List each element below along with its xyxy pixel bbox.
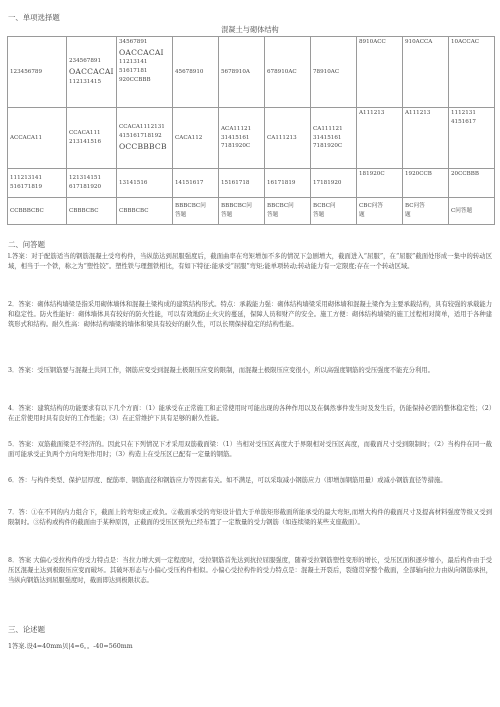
table-cell: 123456789	[8, 37, 67, 108]
answer-paragraph: 8．答案 大偏心受拉构件的受力特点是：当拉力增大到一定程度时，受拉钢筋首先达到抗拉屈服强度，随着受拉钢筋塑性变形的增长，受压区面积逐步缩小，最后构件由于受压区混凝土达到极限压应变而破坏。其破坏形态与小偏心受压构件相似。小偏心受拉构件的受力特点是：混凝土开裂后，裂缝贯穿整个截面，全部轴向拉力由纵向钢筋承担，当纵向钢筋达到屈服强度时，截面即达到极限状态。	[8, 557, 492, 585]
table-cell: CA111121 31415161 7181920C	[311, 108, 357, 169]
answer-paragraph: 4．答案：建筑结构的功能要求有以下几个方面：（1）能承受在正常施工和正常使用时可能出现的各种作用以及在偶然事件发生时及发生后，仍能保持必需的整体稳定性；（2）在正常使用时具有良好的工作性能；（3）在正常维护下具有足够的耐久性能。	[8, 405, 492, 423]
table-cell: CCACA111 213141516	[67, 108, 117, 169]
table-row	[8, 198, 495, 225]
table-cell: CACA112	[173, 108, 219, 169]
table-cell: CBBBCBC	[117, 198, 173, 225]
table-cell: 111213141 516171819	[8, 169, 67, 198]
answer-paragraph: 3．答案：受压钢筋要与混凝土共同工作，钢筋应变受到混凝土极限压应变的限制，而混凝土极限压应变很小，所以高强度钢筋的受压强度不能充分利用。	[8, 367, 434, 374]
table-cell: A111213	[403, 108, 449, 169]
table-title: 混凝土与砌体结构	[221, 25, 279, 34]
table-cell: 13141516	[117, 169, 173, 198]
table-cell: 910ACCA	[403, 37, 449, 108]
table-cell: C问答题	[449, 198, 495, 225]
table-cell: 15161718	[219, 169, 265, 198]
answer-paragraph: 6．答：与构件类型、保护层厚度、配筋率、钢筋直径和钢筋应力等因素有关。如不满足，可以采取减小钢筋应力（即增加钢筋用量）或减小钢筋直径等措施。	[8, 477, 447, 484]
table-cell: 678910AC	[265, 37, 311, 108]
table-cell: 1112131 4151617	[449, 108, 495, 169]
table-row	[8, 169, 495, 198]
table-cell: 16171819	[265, 169, 311, 198]
section-heading-single-choice: 一、单项选择题	[8, 13, 60, 22]
table-cell: 14151617	[173, 169, 219, 198]
table-cell: CBBBCBC	[67, 198, 117, 225]
table-cell: 234567891 OACCACAI 112131415	[67, 37, 117, 108]
table-cell: 20CCBBB	[449, 169, 495, 198]
table-cell: 17181920	[311, 169, 357, 198]
table-row	[8, 37, 495, 108]
table-cell: A111213	[357, 108, 403, 169]
table-cell: CA111213	[265, 108, 311, 169]
table-cell: 45678910	[173, 37, 219, 108]
table-cell: 10ACCAC	[449, 37, 495, 108]
answer-paragraph: 7．答：①在不同的内力组合下，截面上的弯矩或正或负。②截面承受的弯矩设计值大于单筋矩形截面所能承受的最大弯矩,而增大构件的截面尺寸及提高材料强度等级又受到限制时。③结构或构件的截面由于某种原因，正截面的受压区预先已经布置了一定数量的受力钢筋（如连续梁的某些支座截面）。	[8, 509, 492, 527]
section-heading-qa: 二、问答题	[8, 240, 45, 249]
section-heading-discussion: 三、论述题	[8, 625, 45, 634]
table-cell: 121314151 617181920	[67, 169, 117, 198]
table-cell: 181920C	[357, 169, 403, 198]
table-cell: CCBBBCBC	[8, 198, 67, 225]
answer-paragraph: 2．答案：砌体结构墙梁是指采用砌体墙体和混凝土梁构成的建筑结构形式。特点：承载能力强：砌体结构墙梁采用砌体墙和混凝土梁作为主要承载结构，具有较强的承载能力和稳定性。防火性能好：砌体墙体具有较好的防火性能，可以有效地防止火灾的蔓延，保障人员和财产的安全。施工方便：砌体结构墙梁的施工过程相对简单，适用于各种建筑形式和结构。耐久性高：砌体结构墙梁的墙体和梁具有较好的耐久性，可以长期保持稳定的结构性能。	[8, 301, 492, 329]
table-cell: 5678910A	[219, 37, 265, 108]
table-cell: 1920CCB	[403, 169, 449, 198]
table-row	[8, 108, 495, 169]
table-cell: CBC问答 题	[357, 198, 403, 225]
answer-paragraph: 5．答案：双筋截面梁是不经济的。因此只在下列情况下才采用双筋截面梁：（1）当相对受压区高度大于界限相对受压区高度，而截面尺寸受到限制时；（2）当构件在同一截面可能承受正负两个方向弯矩作用时；（3）构造上在受压区已配有一定量的钢筋。	[8, 441, 492, 459]
table-cell: CCACA1112131 415161718192 OCCBBBCB	[117, 108, 173, 169]
table-cell: BC问答 题	[403, 198, 449, 225]
table-cell: BBBCBC问 答题	[173, 198, 219, 225]
table-cell: 8910ACC	[357, 37, 403, 108]
answer-key-table	[7, 36, 495, 225]
discussion-answer: 1答案.设4=40mm贝|4=6。。-40=560mm	[8, 643, 133, 650]
table-cell: 78910AC	[311, 37, 357, 108]
table-cell: 34567891 OACCACAI 11213141 51617181 920CCBBB	[117, 37, 173, 108]
table-cell: ACA11121 31415161 7181920C	[219, 108, 265, 169]
table-cell: BCBC问 答题	[311, 198, 357, 225]
table-cell: ACCACA11	[8, 108, 67, 169]
answer-paragraph: l.答案：对于配筋适当的钢筋混凝土受弯构件，当纵筋达到屈服强度后，截面曲率在弯矩增加不多的情况下急剧增大，截面进入“屈服”，在“屈服”截面处形成一集中的转动区域，相当于一个铁，称之为“塑性铰”。塑性铁与理想铁相比，有如下特征:能承受“屈服”弯矩;能单项转动;转动能力有一定限度;存在一个转动区域。	[8, 253, 492, 271]
table-cell: BBBCBC问 答题	[219, 198, 265, 225]
table-cell: BBCBC问 答题	[265, 198, 311, 225]
